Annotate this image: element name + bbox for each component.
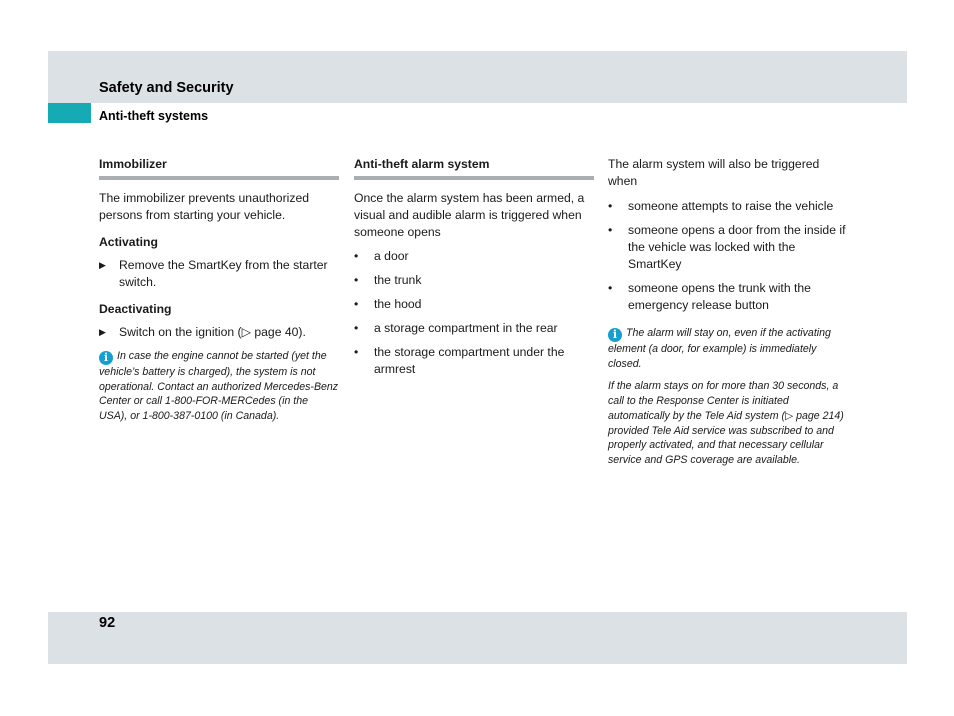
activating-step-text: Remove the SmartKey from the starter switch. [119, 258, 328, 289]
immobilizer-note [99, 349, 339, 424]
alarm-column [354, 156, 594, 385]
alarm-additional-trigger-list [608, 198, 848, 314]
bullet-icon: • [354, 321, 359, 335]
list-item [608, 222, 848, 273]
list-item [354, 248, 594, 265]
deactivating-step-text: Switch on the ignition (▷ page 40). [119, 325, 306, 339]
list-item-text: the trunk [374, 273, 422, 287]
list-item-text: the storage compartment under the armrest [374, 345, 565, 376]
page-number: 92 [99, 615, 116, 631]
immobilizer-column [99, 156, 339, 424]
alarm-trigger-list [354, 248, 594, 378]
alarm-continued-intro: The alarm system will also be triggered when [608, 157, 820, 188]
immobilizer-note-text: In case the engine cannot be started (yet the vehicle’s battery is charged), the system is not operational. Contact an authorized Mercedes-Benz Center or call 1-800-FOR-MERCedes (in the USA), or 1-800-387-0100 (in Canada). [99, 350, 339, 423]
alarm-continued-column [608, 156, 848, 468]
deactivating-step [99, 324, 339, 341]
list-item [608, 198, 848, 215]
bullet-icon: • [608, 199, 613, 213]
bullet-icon: • [608, 281, 613, 295]
info-icon: i [99, 351, 113, 365]
bullet-icon: • [608, 223, 613, 237]
bullet-icon: • [354, 345, 359, 359]
section-accent-tab [48, 103, 91, 123]
bullet-icon: • [354, 249, 359, 263]
alarm-intro: Once the alarm system has been armed, a visual and audible alarm is triggered when someone opens [354, 191, 585, 239]
footer-band [48, 612, 907, 664]
subsection-title: Anti-theft systems [99, 109, 209, 123]
activating-heading: Activating [99, 235, 158, 249]
list-item-text: someone opens the trunk with the emergency release button [628, 281, 811, 312]
alarm-heading: Anti-theft alarm system [354, 156, 594, 180]
alarm-note [608, 326, 848, 371]
info-icon: i [608, 328, 622, 342]
alarm-tele-aid-note: If the alarm stays on for more than 30 seconds, a call to the Response Center is initiated automatically by the Tele Aid system (▷ page 214) provided Tele Aid service was subscribed to and properly activated, and that necessary cellular service and GPS coverage are available. [608, 380, 844, 466]
bullet-icon: • [354, 297, 359, 311]
immobilizer-intro: The immobilizer prevents unauthorized persons from starting your vehicle. [99, 191, 309, 222]
immobilizer-heading: Immobilizer [99, 156, 339, 180]
section-title: Safety and Security [99, 80, 234, 96]
list-item [354, 320, 594, 337]
alarm-note-text: The alarm will stay on, even if the activating element (a door, for example) is immediately closed. [608, 327, 831, 370]
arrow-bullet-icon: ▶ [99, 327, 106, 337]
list-item-text: someone opens a door from the inside if the vehicle was locked with the SmartKey [628, 223, 846, 271]
list-item [354, 296, 594, 313]
list-item-text: the hood [374, 297, 422, 311]
list-item-text: a door [374, 249, 409, 263]
list-item [354, 272, 594, 289]
activating-step [99, 257, 339, 291]
list-item-text: a storage compartment in the rear [374, 321, 558, 335]
list-item [608, 280, 848, 314]
deactivating-heading: Deactivating [99, 302, 172, 316]
bullet-icon: • [354, 273, 359, 287]
list-item-text: someone attempts to raise the vehicle [628, 199, 834, 213]
arrow-bullet-icon: ▶ [99, 260, 106, 270]
list-item [354, 344, 594, 378]
